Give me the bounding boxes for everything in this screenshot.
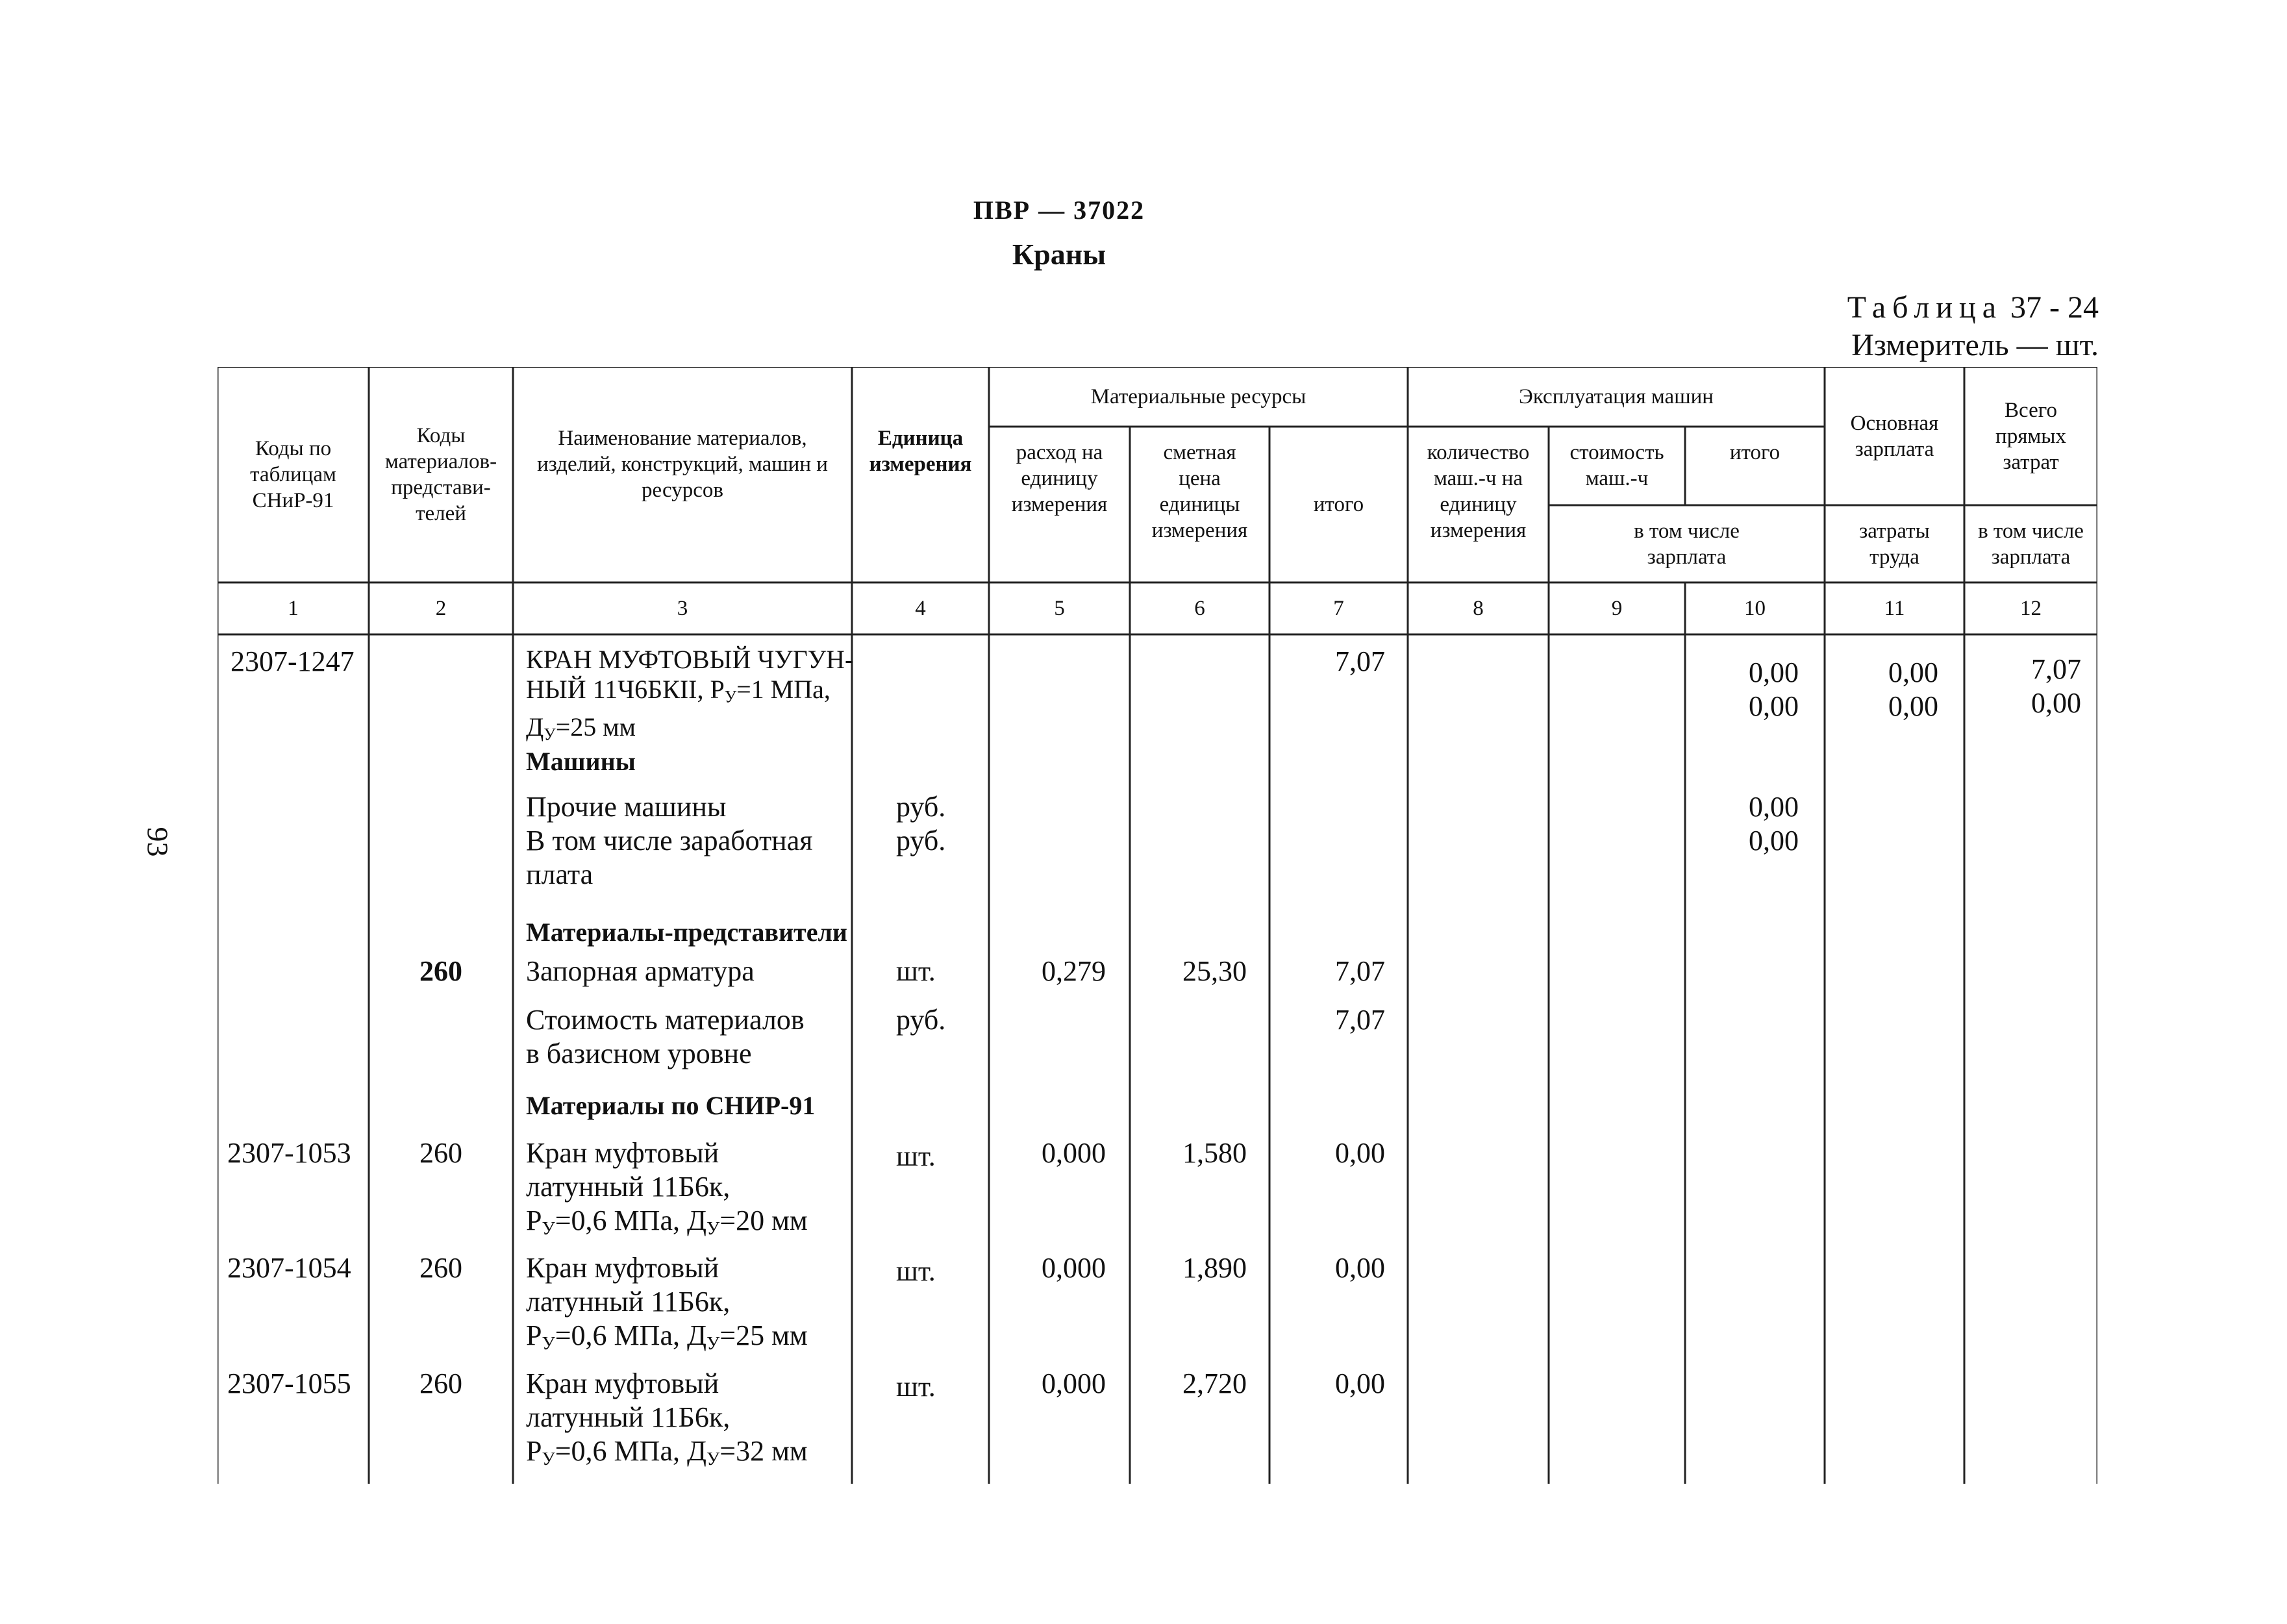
item-1054-code2: 260 [419, 1252, 462, 1284]
item-1055-code2: 260 [419, 1368, 462, 1399]
header-col3: Наименование материалов, изделий, конструкций, машин и ресурсов [537, 427, 828, 502]
valve-fittings-total: 7,07 [1335, 955, 1385, 987]
item-1055-name: Кран муфтовый латунный 11Б6к, $P_У=0,6$ МПа, $Д_У=32$ мм [526, 1368, 808, 1470]
header-col9-10-sub: в том числе зарплата [1634, 519, 1740, 569]
table-label: Таблица [1847, 290, 2003, 325]
item-1053-code2: 260 [419, 1137, 462, 1169]
col-number-3: 3 [677, 597, 688, 620]
snir-materials-heading: Материалы по СНИР-91 [526, 1091, 816, 1120]
header-col10: итого [1729, 441, 1781, 464]
item-1053-name: Кран муфтовый латунный 11Б6к, $P_У=0,6$ МПа, $Д_У=20$ мм [526, 1137, 808, 1240]
document-code: ПВР — 37022 [973, 195, 1145, 225]
item-1054-name: Кран муфтовый латунный 11Б6к, $P_У=0,6$ МПа, $Д_У=25$ мм [526, 1252, 808, 1355]
material-cost-total: 7,07 [1335, 1004, 1385, 1036]
col-number-4: 4 [915, 597, 926, 620]
header-col12: Всего прямых затрат [1995, 398, 2066, 474]
other-machines-name: Прочие машины [526, 791, 727, 823]
item-1053-price: 1,580 [1182, 1137, 1247, 1169]
header-col2: Коды материалов-представи-телей [384, 424, 497, 525]
item-1053-consumption: 0,000 [1042, 1137, 1106, 1169]
col-number-12: 12 [2020, 597, 2042, 620]
measure-unit: Измеритель — шт. [1851, 328, 2099, 362]
item-1053-total: 0,00 [1335, 1137, 1385, 1169]
valve-fittings-price: 25,30 [1182, 955, 1247, 987]
item-1054-unit: шт. [896, 1255, 936, 1287]
main-labor-cost: 0,00 [1888, 690, 1938, 722]
header-exploitation-group: Эксплуатация машин [1519, 385, 1714, 408]
item-1055-code: 2307-1055 [227, 1368, 351, 1399]
valve-fittings-consumption: 0,279 [1042, 955, 1106, 987]
item-1053-code: 2307-1053 [227, 1137, 351, 1169]
machines-heading: Машины [526, 747, 636, 776]
col-number-9: 9 [1611, 597, 1623, 620]
header-col11: Основная зарплата [1850, 411, 1939, 461]
main-base-wage: 0,00 [1888, 656, 1938, 688]
header-col1: Коды по таблицам СНиР-91 [250, 437, 336, 512]
material-cost-name: Стоимость материалов в базисном уровне [526, 1004, 805, 1069]
table-caption [1847, 289, 2099, 364]
valve-fittings-name: Запорная арматура [526, 955, 755, 987]
main-total-direct: 7,07 [2031, 653, 2081, 685]
item-1053-unit: шт. [896, 1140, 936, 1172]
col-number-10: 10 [1744, 597, 1766, 620]
item-1054-total: 0,00 [1335, 1252, 1385, 1284]
material-cost-unit: руб. [896, 1004, 946, 1036]
col-number-2: 2 [435, 597, 447, 620]
header-col6: сметная цена единицы измерения [1151, 441, 1248, 542]
col-number-7: 7 [1333, 597, 1344, 620]
header-col9: стоимость маш.-ч [1569, 441, 1664, 490]
valve-fittings-unit: шт. [896, 955, 936, 987]
wage-unit: руб. [896, 825, 946, 856]
resource-table [218, 367, 2097, 1484]
valve-fittings-code: 260 [419, 955, 462, 987]
col-number-8: 8 [1473, 597, 1484, 620]
header-col4: Единица измерения [869, 427, 972, 476]
item-1054-price: 1,890 [1182, 1252, 1247, 1284]
main-name: КРАН МУФТОВЫЙ ЧУГУН- НЫЙ 11Ч6БКII, $P_У=1$ МПа, $Д_У=25$ мм [526, 645, 854, 743]
other-machines-unit: руб. [896, 791, 946, 823]
item-1055-unit: шт. [896, 1371, 936, 1403]
col-number-6: 6 [1194, 597, 1205, 620]
header-col5: расход на единицу измерения [1011, 441, 1108, 516]
wage-total: 0,00 [1749, 825, 1799, 856]
item-1054-code: 2307-1054 [227, 1252, 351, 1284]
item-1054-consumption: 0,000 [1042, 1252, 1106, 1284]
item-1055-price: 2,720 [1182, 1368, 1247, 1399]
col-number-1: 1 [288, 597, 299, 620]
item-1055-consumption: 0,000 [1042, 1368, 1106, 1399]
main-machine-wage: 0,00 [1749, 690, 1799, 722]
item-1055-total: 0,00 [1335, 1368, 1385, 1399]
col-number-5: 5 [1054, 597, 1065, 620]
representatives-heading: Материалы-представители [526, 918, 847, 947]
header-material-group: Материальные ресурсы [1090, 385, 1306, 408]
main-total-materials: 7,07 [1335, 645, 1385, 677]
table-number: 37 - 24 [2010, 290, 2099, 325]
col-number-11: 11 [1884, 597, 1905, 620]
main-code: 2307-1247 [231, 645, 355, 677]
header-col12-sub: в том числе зарплата [1978, 519, 2084, 569]
document-title: Краны [1012, 238, 1106, 271]
header-col8: количество маш.-ч на единицу измерения [1427, 441, 1530, 542]
wage-name: В том числе заработная плата [526, 825, 813, 890]
other-machines-total: 0,00 [1749, 791, 1799, 823]
main-total-wage: 0,00 [2031, 687, 2081, 719]
header-col7: итого [1313, 493, 1364, 516]
page-number: 93 [141, 827, 175, 857]
main-machine-total: 0,00 [1749, 656, 1799, 688]
header-col11-sub: затраты труда [1859, 519, 1930, 569]
